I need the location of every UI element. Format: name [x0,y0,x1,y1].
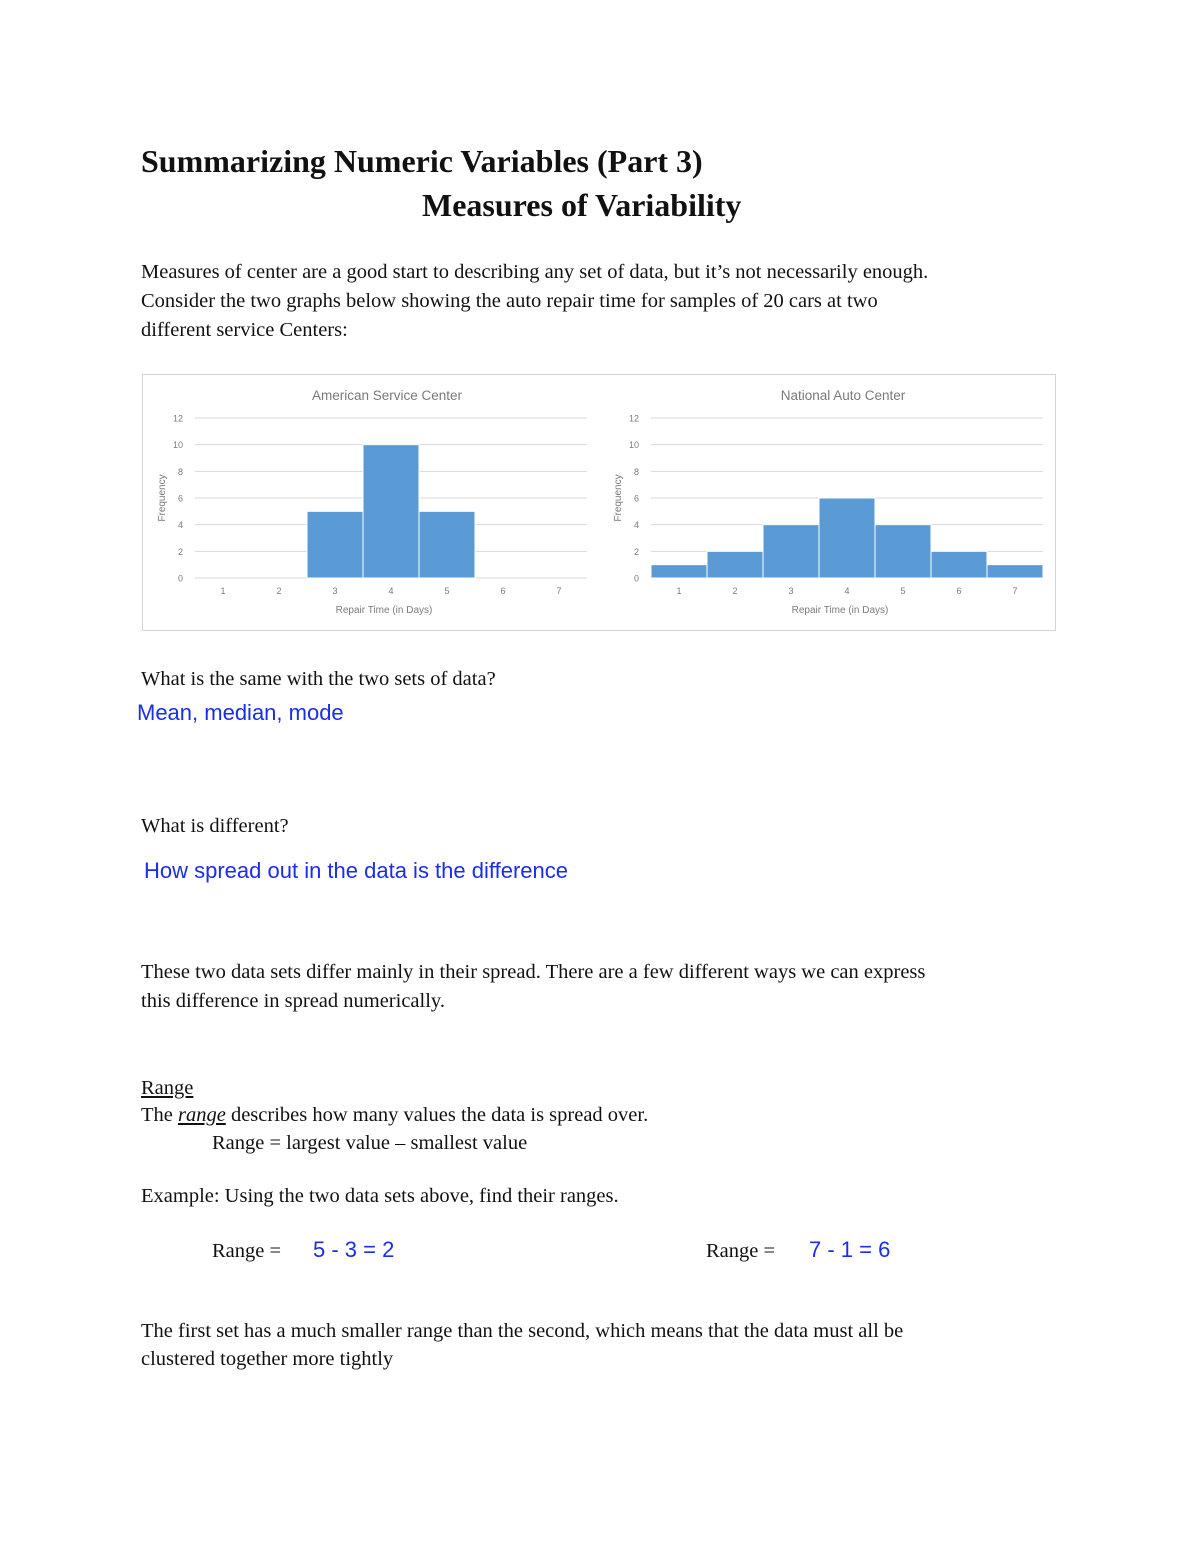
y-tick-label: 6 [177,493,183,504]
histogram-bar [419,511,475,578]
y-tick-label: 8 [177,466,183,477]
y-tick-label: 12 [172,413,183,424]
histogram-bar [931,551,987,578]
x-tick-label: 6 [956,586,962,596]
range-answer-left: 5 - 3 = 2 [313,1237,395,1262]
y-tick-label: 4 [177,520,183,531]
x-tick-label: 4 [388,586,394,596]
histogram-bar [707,551,763,578]
y-tick-label: 10 [172,440,183,451]
intro-line1: Measures of center are a good start to describing any set of data, but it’s not necessarily enough. [141,261,929,283]
y-axis-label: Frequency [613,474,624,522]
page-title-line1: Summarizing Numeric Variables (Part 3) [141,143,703,179]
spread-line2: this difference in spread numerically. [141,990,445,1012]
range-example: Example: Using the two data sets above, find their ranges. [141,1185,619,1207]
histogram-national-auto-center [599,375,1055,630]
page-title-line2: Measures of Variability [422,187,742,223]
y-tick-label: 2 [177,546,183,557]
y-tick-label: 4 [633,520,639,531]
histogram-bar [307,511,363,578]
histogram-american-service-center [143,375,599,630]
x-tick-label: 3 [788,586,794,596]
x-tick-label: 6 [500,586,506,596]
x-axis-label: Repair Time (in Days) [791,605,889,616]
x-tick-label: 4 [844,586,850,596]
range-heading: Range [141,1077,194,1099]
range-definition [141,1101,648,1130]
x-tick-label: 7 [1012,586,1018,596]
histogram-bar [651,565,707,578]
x-axis-label: Repair Time (in Days) [335,605,433,616]
x-tick-label: 7 [556,586,562,596]
answer-different: How spread out in the data is the difference [144,858,568,883]
range-formula: Range = largest value – smallest value [212,1132,528,1154]
histogram-bar [875,525,931,578]
range-label-left: Range = [212,1240,282,1262]
range-answer-right: 7 - 1 = 6 [809,1237,891,1262]
histogram-bar [763,525,819,578]
question-same: What is the same with the two sets of data? [141,668,496,690]
conclusion-line1: The first set has a much smaller range than the second, which means that the data must all be [141,1320,904,1342]
chart-title: National Auto Center [780,388,906,403]
x-tick-label: 1 [676,586,682,596]
x-tick-label: 3 [332,586,338,596]
spread-line1: These two data sets differ mainly in their spread. There are a few different ways we can express [141,961,926,983]
question-different: What is different? [141,815,289,837]
y-tick-label: 0 [633,573,639,584]
range-def-suffix: describes how many values the data is spread over. [225,1104,649,1126]
intro-line3: different service Centers: [141,319,348,341]
y-tick-label: 6 [633,493,639,504]
histogram-bar [987,565,1043,578]
y-tick-label: 8 [633,466,639,477]
answer-same: Mean, median, mode [137,700,344,725]
x-tick-label: 2 [276,586,282,596]
range-label-right: Range = [706,1240,776,1262]
range-def-term: range [178,1104,226,1126]
intro-line2: Consider the two graphs below showing the auto repair time for samples of 20 cars at two [141,290,878,312]
y-tick-label: 0 [177,573,183,584]
y-tick-label: 12 [628,413,639,424]
y-axis-label: Frequency [157,474,168,522]
conclusion-line2: clustered together more tightly [141,1348,394,1370]
x-tick-label: 2 [732,586,738,596]
chart-title: American Service Center [311,388,463,403]
histogram-bar [819,498,875,578]
x-tick-label: 5 [444,586,450,596]
y-tick-label: 2 [633,546,639,557]
range-def-prefix: The [141,1104,178,1126]
charts-figure [142,374,1056,631]
histogram-bar [363,445,419,578]
x-tick-label: 5 [900,586,906,596]
x-tick-label: 1 [220,586,226,596]
y-tick-label: 10 [628,440,639,451]
